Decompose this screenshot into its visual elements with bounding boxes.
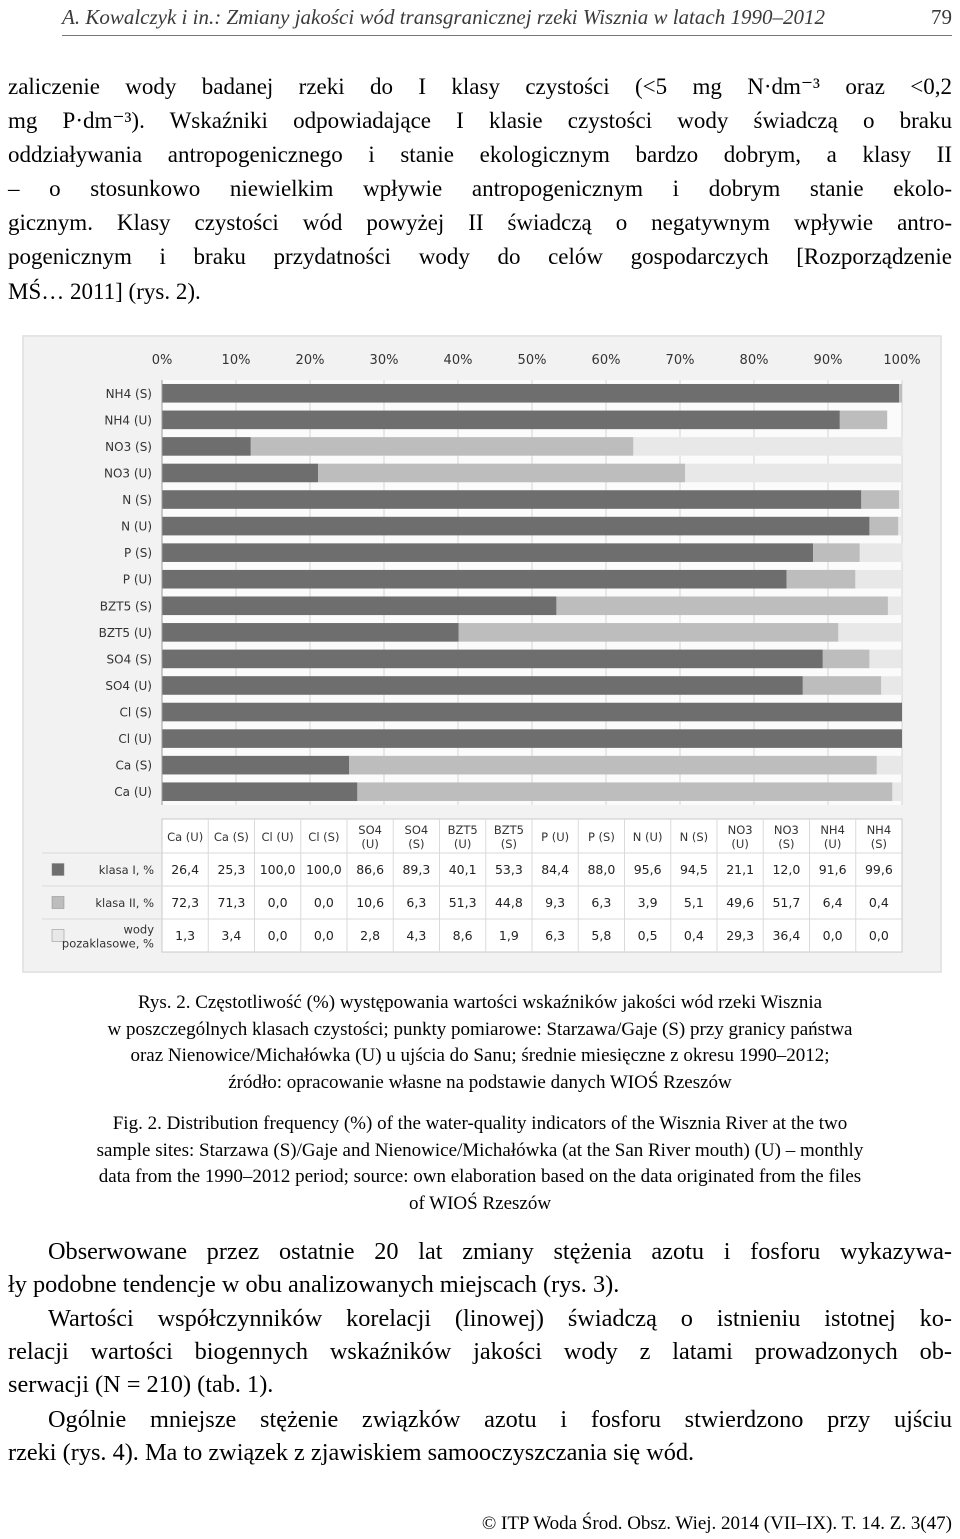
table-column-header-site: (U) <box>823 837 842 851</box>
bar-segment-series-1 <box>162 464 318 483</box>
table-column-header: SO4 <box>358 823 382 837</box>
table-cell: 21,1 <box>726 862 755 877</box>
bar-segment-series-2 <box>813 543 860 562</box>
table-cell: 8,6 <box>452 928 473 943</box>
table-cell: 94,5 <box>679 862 708 877</box>
table-cell: 51,3 <box>448 895 477 910</box>
category-label: Ca (S) <box>115 758 152 773</box>
table-column-header: Cl (S) <box>308 830 340 844</box>
table-column-header-site: (S) <box>500 837 518 851</box>
table-column-header: NH4 <box>866 823 892 837</box>
x-tick-label: 80% <box>739 353 769 368</box>
table-cell: 84,4 <box>541 862 570 877</box>
text-line: oddziaływania antropogenicznego i stanie ekologicznym bardzo dobrym, a klasy II <box>8 142 952 168</box>
bar-segment-series-2 <box>803 676 881 695</box>
table-cell: 6,3 <box>545 928 566 943</box>
table-cell: 26,4 <box>171 862 200 877</box>
table-cell: 6,4 <box>822 895 843 910</box>
paragraph-intro <box>8 70 952 309</box>
category-label: SO4 (U) <box>105 678 152 693</box>
table-cell: 53,3 <box>494 862 523 877</box>
table-cell: 1,9 <box>498 928 519 943</box>
category-label: NO3 (S) <box>105 439 152 454</box>
text-line: mg P·dm⁻³). Wskaźniki odpowiadające I klasie czystości wody świadczą o braku <box>8 108 952 134</box>
x-tick-label: 90% <box>813 353 843 368</box>
bar-segment-series-1 <box>162 384 899 403</box>
bar-segment-series-1 <box>162 676 803 695</box>
bar-segment-series-2 <box>899 384 902 403</box>
table-cell: 2,8 <box>360 928 381 943</box>
table-cell: 25,3 <box>217 862 246 877</box>
table-row-label: klasa I, % <box>98 863 154 877</box>
bar-segment-series-2 <box>823 650 870 669</box>
table-cell: 3,9 <box>637 895 658 910</box>
x-tick-label: 40% <box>443 353 473 368</box>
text-line: Ogólnie mniejsze stężenie związków azotu i fosforu stwierdzono przy ujściu <box>48 1406 952 1433</box>
table-cell: 6,3 <box>406 895 427 910</box>
table-column-header: P (U) <box>541 830 570 844</box>
bar-segment-series-3 <box>685 464 902 483</box>
category-label: NH4 (S) <box>105 386 152 401</box>
table-row-label: klasa II, % <box>95 896 154 910</box>
caption-line: Fig. 2. Distribution frequency (%) of the water-quality indicators of the Wisznia River at the two <box>112 1113 848 1134</box>
text-line: serwacji (N = 210) (tab. 1). <box>8 1371 274 1398</box>
bar-segment-series-3 <box>899 490 902 509</box>
bar-segment-series-3 <box>888 596 902 615</box>
table-cell: 100,0 <box>259 862 296 877</box>
text-line: ły podobne tendencje w obu analizowanych miejscach (rys. 3). <box>8 1271 620 1298</box>
text-line: MŚ… 2011] (rys. 2). <box>8 278 201 304</box>
table-cell: 0,0 <box>267 928 288 943</box>
table-cell: 40,1 <box>448 862 477 877</box>
bar-segment-series-1 <box>162 490 861 509</box>
table-column-header: BZT5 <box>447 823 478 837</box>
x-tick-label: 60% <box>591 353 621 368</box>
bar-segment-series-3 <box>877 756 902 775</box>
bar-segment-series-1 <box>162 623 459 642</box>
running-title: A. Kowalczyk i in.: Zmiany jakości wód transgranicznej rzeki Wisznia w latach 1990–2012 <box>62 5 825 29</box>
figure-2-chart <box>22 335 942 973</box>
table-cell: 0,4 <box>683 928 704 943</box>
text-line: rzeki (rys. 4). Ma to związek z zjawiskiem samooczyszczania się wód. <box>8 1439 695 1466</box>
bar-segment-series-2 <box>349 756 877 775</box>
bar-segment-series-3 <box>860 543 903 562</box>
table-cell: 0,0 <box>313 928 334 943</box>
table-column-header-site: (U) <box>361 837 379 851</box>
table-column-header-site: (U) <box>453 837 472 851</box>
legend-swatch <box>52 897 64 909</box>
bar-segment-series-1 <box>162 517 869 536</box>
legend-swatch <box>52 864 64 876</box>
table-column-header-site: (S) <box>408 837 425 851</box>
bar-segment-series-2 <box>357 782 892 801</box>
table-cell: 36,4 <box>772 928 801 943</box>
table-cell: 95,6 <box>633 862 662 877</box>
bar-segment-series-1 <box>162 703 902 722</box>
table-cell: 9,3 <box>545 895 566 910</box>
category-label: NO3 (U) <box>103 466 152 481</box>
x-tick-label: 100% <box>883 353 921 368</box>
caption-line: sample sites: Starzawa (S)/Gaje and Nienowice/Michałówka (at the San River mouth) (U) – monthly <box>96 1139 864 1161</box>
table-cell: 5,1 <box>683 895 704 910</box>
bar-segment-series-1 <box>162 596 556 615</box>
category-label: NH4 (U) <box>104 413 152 428</box>
category-label: Ca (U) <box>114 785 152 800</box>
caption-line: w poszczególnych klasach czystości; punkty pomiarowe: Starzawa/Gaje (S) przy granicy państwa <box>107 1018 853 1040</box>
x-tick-label: 50% <box>517 353 547 368</box>
table-column-header: NO3 <box>773 823 799 837</box>
table-column-header: NH4 <box>820 823 845 837</box>
x-tick-label: 0% <box>151 353 173 368</box>
table-column-header-site: (S) <box>778 837 795 851</box>
running-header <box>62 5 952 30</box>
bar-segment-series-1 <box>162 782 357 801</box>
page-number: 79 <box>931 5 952 29</box>
bar-segment-series-2 <box>459 623 839 642</box>
header-rule <box>62 35 952 36</box>
caption-line: źródło: opracowanie własne na podstawie danych WIOŚ Rzeszów <box>228 1071 732 1093</box>
table-cell: 100,0 <box>305 862 342 877</box>
table-cell: 0,0 <box>822 928 843 943</box>
table-cell: 91,6 <box>818 862 847 877</box>
category-label: P (S) <box>123 546 152 561</box>
caption-line: Rys. 2. Częstotliwość (%) występowania wartości wskaźników jakości wód rzeki Wisznia <box>137 992 823 1013</box>
footer-citation: © ITP Woda Środ. Obsz. Wiej. 2014 (VII–IX). T. 14. Z. 3(47) <box>481 1513 952 1534</box>
table-cell: 51,7 <box>772 895 801 910</box>
text-line: Wartości współczynników korelacji (linowej) świadczą o istnieniu istotnej ko- <box>48 1305 952 1332</box>
bar-segment-series-3 <box>838 623 902 642</box>
x-tick-label: 70% <box>665 353 695 368</box>
bar-segment-series-2 <box>318 464 685 483</box>
bar-segment-series-2 <box>556 596 888 615</box>
bar-segment-series-1 <box>162 543 813 562</box>
table-column-header: NO3 <box>727 823 753 837</box>
table-cell: 5,8 <box>591 928 612 943</box>
paragraph-correlation <box>8 1302 952 1401</box>
x-tick-label: 30% <box>369 353 399 368</box>
bar-segment-series-2 <box>861 490 899 509</box>
category-label: BZT5 (S) <box>99 599 152 614</box>
bar-segment-series-2 <box>869 517 898 536</box>
table-cell: 49,6 <box>726 895 755 910</box>
table-column-header: BZT5 <box>493 823 524 837</box>
category-label: Cl (U) <box>118 732 152 747</box>
table-column-header: P (S) <box>587 830 615 844</box>
bar-segment-series-1 <box>162 437 251 456</box>
bar-segment-series-3 <box>892 782 902 801</box>
category-label: SO4 (S) <box>106 652 152 667</box>
bar-segment-series-3 <box>881 676 902 695</box>
category-label: N (S) <box>122 493 152 508</box>
category-label: P (U) <box>122 572 152 587</box>
text-line: pogenicznym i braku przydatności wody do celów gospodarczych [Rozporządzenie <box>8 244 952 270</box>
table-cell: 99,6 <box>864 862 893 877</box>
table-cell: 88,0 <box>587 862 616 877</box>
caption-english <box>8 1111 952 1217</box>
bar-segment-series-1 <box>162 411 840 430</box>
table-cell: 0,0 <box>868 928 889 943</box>
x-tick-label: 10% <box>221 353 251 368</box>
category-label: BZT5 (U) <box>98 625 152 640</box>
table-cell: 0,4 <box>868 895 889 910</box>
category-label: Cl (S) <box>119 705 152 720</box>
table-cell: 4,3 <box>406 928 427 943</box>
bar-segment-series-2 <box>840 411 887 430</box>
bar-segment-series-1 <box>162 756 349 775</box>
table-cell: 0,0 <box>267 895 288 910</box>
x-tick-label: 20% <box>295 353 325 368</box>
table-cell: 3,4 <box>221 928 242 943</box>
table-cell: 0,5 <box>637 928 658 943</box>
table-cell: 44,8 <box>494 895 523 910</box>
table-cell: 10,6 <box>356 895 385 910</box>
table-column-header: Ca (U) <box>167 830 204 844</box>
bar-segment-series-1 <box>162 650 823 669</box>
text-line: gicznym. Klasy czystości wód powyżej II świadczą o negatywnym wpływie antro- <box>8 210 952 236</box>
table-cell: 0,0 <box>313 895 334 910</box>
table-column-header: N (U) <box>632 830 663 844</box>
table-column-header-site: (S) <box>870 837 888 851</box>
bar-segment-series-1 <box>162 729 902 748</box>
bar-segment-series-3 <box>898 517 902 536</box>
bar-segment-series-3 <box>855 570 902 589</box>
table-column-header: Cl (U) <box>261 830 294 844</box>
table-cell: 1,3 <box>175 928 196 943</box>
table-column-header: Ca (S) <box>213 830 249 844</box>
bar-segment-series-2 <box>251 437 634 456</box>
bar-segment-series-1 <box>162 570 787 589</box>
table-cell: 6,3 <box>591 895 612 910</box>
bar-segment-series-3 <box>633 437 902 456</box>
table-column-header-site: (U) <box>731 837 749 851</box>
bar-segment-series-2 <box>787 570 856 589</box>
table-cell: 29,3 <box>726 928 755 943</box>
table-cell: 86,6 <box>356 862 385 877</box>
table-cell: 89,3 <box>402 862 431 877</box>
bar-segment-series-3 <box>869 650 901 669</box>
text-line: zaliczenie wody badanej rzeki do I klasy czystości (<5 mg N·dm⁻³ oraz <0,2 <box>8 74 952 99</box>
table-column-header: N (S) <box>679 830 709 844</box>
text-line: – o stosunkowo niewielkim wpływie antropogenicznym i dobrym stanie ekolo- <box>8 176 952 202</box>
table-row-label: pozaklasowe, % <box>61 936 154 951</box>
text-line: relacji wartości biogennych wskaźników jakości wody z latami prowadzonych ob- <box>8 1338 952 1365</box>
table-cell: 72,3 <box>171 895 200 910</box>
text-line: Obserwowane przez ostatnie 20 lat zmiany stężenia azotu i fosforu wykazywa- <box>48 1238 952 1265</box>
paragraph-self-purification <box>8 1403 952 1469</box>
caption-line: data from the 1990–2012 period; source: own elaboration based on the data originated from the files <box>98 1166 862 1187</box>
table-column-header: SO4 <box>404 823 429 837</box>
caption-polish <box>8 990 952 1096</box>
table-row-label: wody <box>123 922 154 937</box>
category-label: N (U) <box>121 519 152 534</box>
caption-line: oraz Nienowice/Michałówka (U) u ujścia do Sanu; średnie miesięczne z okresu 1990–2012; <box>130 1045 830 1066</box>
table-cell: 12,0 <box>772 862 801 877</box>
paragraph-trends <box>8 1235 952 1301</box>
table-cell: 71,3 <box>217 895 246 910</box>
caption-line: of WIOŚ Rzeszów <box>408 1192 552 1214</box>
